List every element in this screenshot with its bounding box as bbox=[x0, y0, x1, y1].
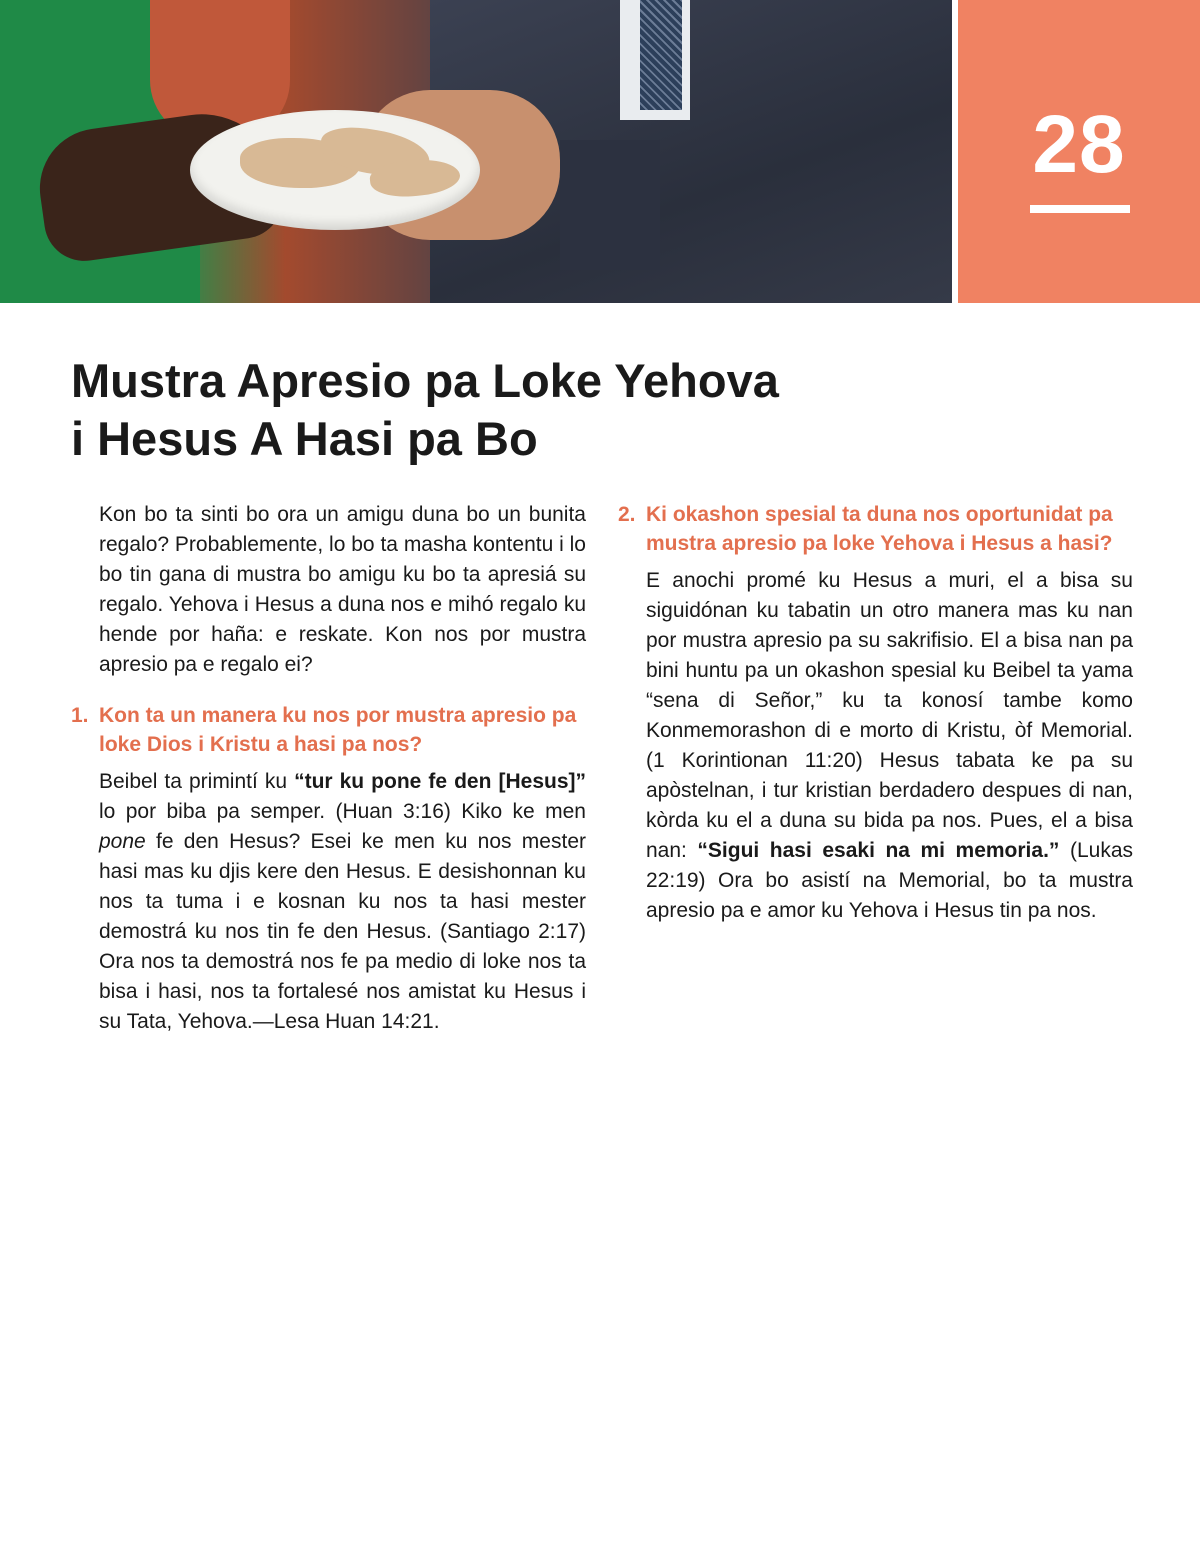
section-1-paragraph bbox=[71, 767, 586, 1037]
section-1-scripture-quote: “tur ku pone fe den [Hesus]” bbox=[294, 770, 586, 793]
hero-photo bbox=[0, 0, 952, 303]
question-2-number: 2. bbox=[618, 503, 636, 526]
section-1-emphasis: pone bbox=[99, 830, 146, 853]
question-1 bbox=[71, 701, 586, 759]
section-1-text-b: lo por biba pa semper. (Huan 3:16) Kiko ke men bbox=[99, 800, 586, 823]
section-2-paragraph bbox=[618, 566, 1133, 926]
section-2-scripture-quote: “Sigui hasi esaki na mi memoria.” bbox=[697, 839, 1060, 862]
question-1-number: 1. bbox=[71, 704, 89, 727]
question-2 bbox=[618, 500, 1133, 558]
jacket-cuff bbox=[560, 140, 660, 270]
section-2-text-b: (Lukas 22:19) Ora bo asistí na Memorial, bo ta mustra apresio pa e amor ku Yehova i Hesus tin pa nos. bbox=[646, 839, 1133, 922]
section-1-text-a: Beibel ta primintí ku bbox=[99, 770, 295, 793]
right-column bbox=[618, 500, 1133, 926]
page-title bbox=[71, 352, 891, 468]
question-1-text: Kon ta un manera ku nos por mustra apresio pa loke Dios i Kristu a hasi pa nos? bbox=[99, 704, 577, 756]
lesson-number-underline bbox=[1030, 205, 1130, 213]
title-line-1: Mustra Apresio pa Loke Yehova bbox=[71, 354, 779, 407]
lesson-number-box bbox=[958, 0, 1200, 303]
question-2-text: Ki okashon spesial ta duna nos oportunidat pa mustra apresio pa loke Yehova i Hesus a hasi? bbox=[646, 503, 1113, 555]
section-1-text-c: fe den Hesus? Esei ke men ku nos mester hasi mas ku djis kere den Hesus. E desishonnan ku nos ta tuma i e kosnan ku nos ta hasi mester demostrá ku nos tin fe den Hesus. (Santiago 2:17) Ora nos ta demostrá nos fe pa medio di loke nos ta bisa i hasi, nos ta fortalesé nos amistat ku Hesus i su Tata, Yehova.—Lesa Huan 14:21. bbox=[99, 830, 586, 1033]
intro-paragraph: Kon bo ta sinti bo ora un amigu duna bo un bunita regalo? Probablemente, lo bo ta masha kontentu i lo bo tin gana di mustra bo amigu ku bo ta apresiá su regalo. Yehova i Hesus a duna nos e mihó regalo ku hende por haña: e reskate. Kon nos por mustra apresio pa e regalo ei? bbox=[99, 503, 586, 676]
tie bbox=[640, 0, 682, 110]
title-line-2: i Hesus A Hasi pa Bo bbox=[71, 412, 538, 465]
lesson-number: 28 bbox=[1032, 99, 1126, 190]
section-2-text-a: E anochi promé ku Hesus a muri, el a bisa su siguidónan ku tabatin un otro manera mas ku nan por mustra apresio pa su sakrifisio. El a bisa nan pa bini huntu pa un okashon spesial ku Beibel ta yama “sena di Señor,” ku ta konosí tambe komo Konmemorashon di e morto di Kristu, òf Memorial. (1 Korintionan 11:20) Hesus tabata ke pa su apòstelnan, i tur kristian berdadero despues di nan, kòrda ku el a duna su bida pa nos. Pues, el a bisa nan: bbox=[646, 569, 1133, 862]
left-column bbox=[71, 500, 586, 1037]
